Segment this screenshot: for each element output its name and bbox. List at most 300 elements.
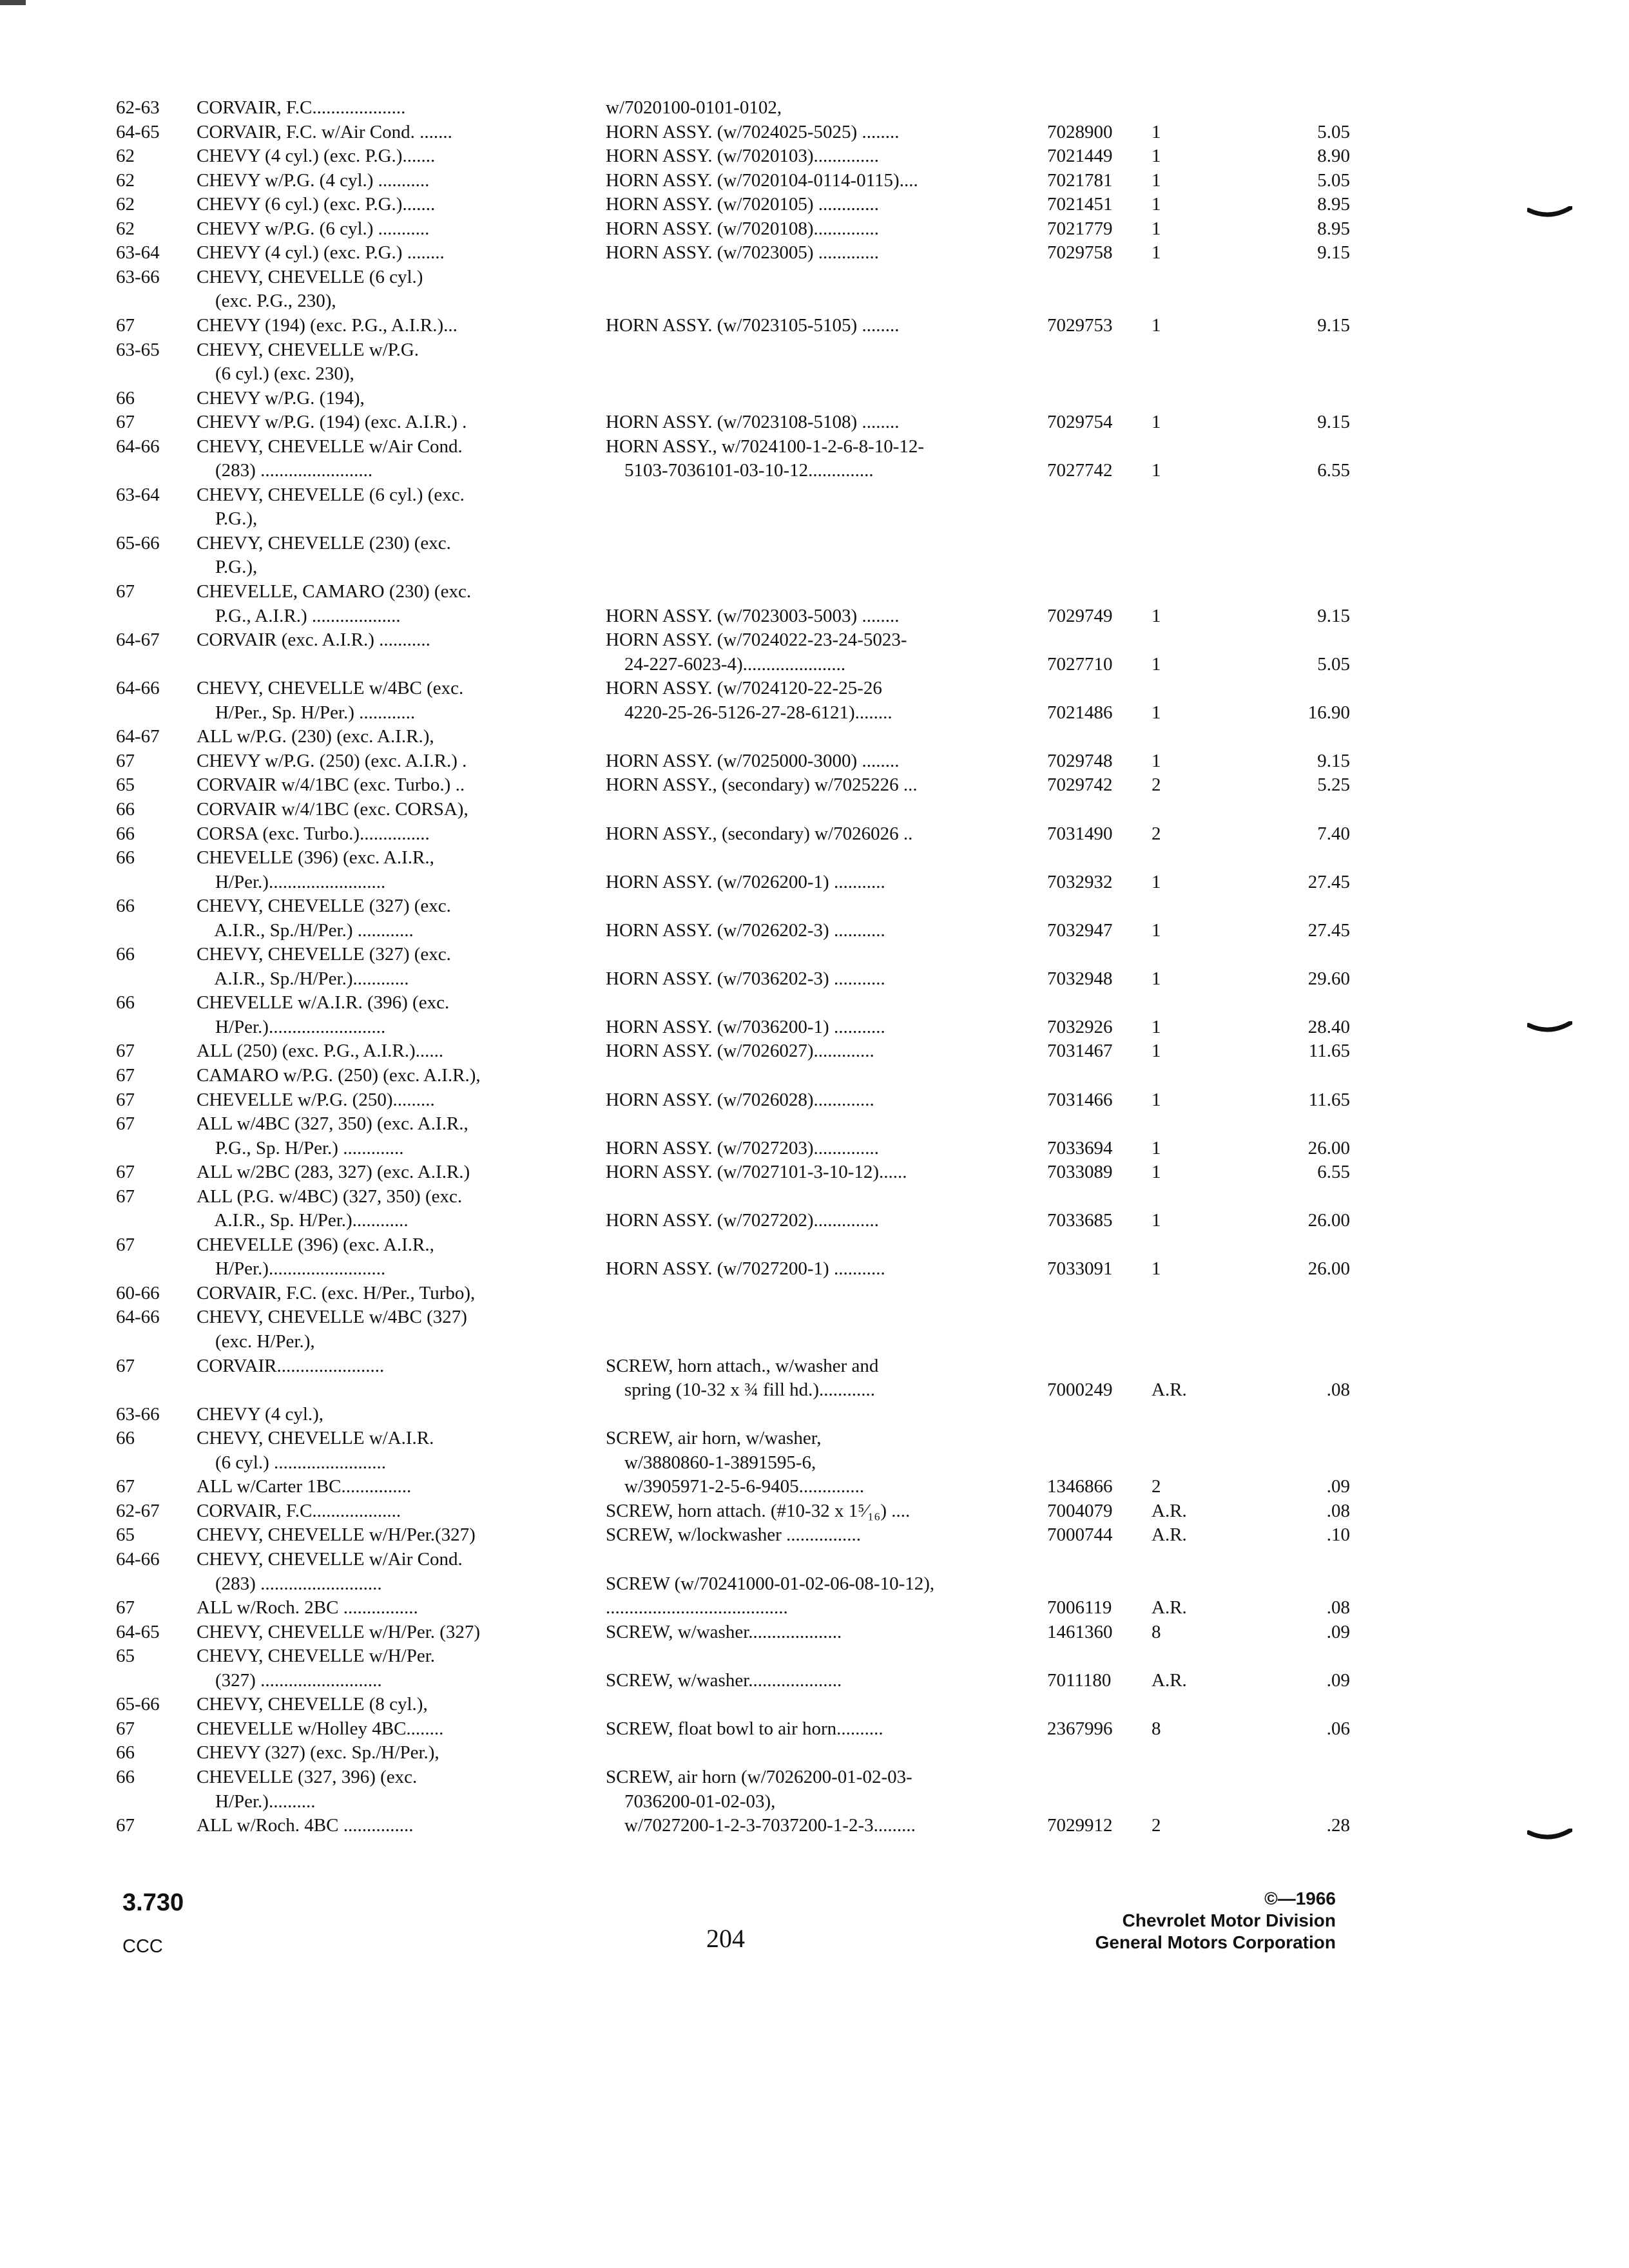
model-cell: CHEVY, CHEVELLE (8 cyl.), (197, 1694, 428, 1715)
parts-row (0, 942, 1629, 966)
model-cell: (283) .......................... (197, 1573, 382, 1594)
part-number-cell: 7000744 (1047, 1524, 1113, 1545)
quantity-cell: 1 (1152, 606, 1161, 626)
model-cell: P.G.), (197, 508, 258, 529)
price-cell: 11.65 (1308, 1090, 1350, 1110)
part-number-cell: 7006119 (1047, 1597, 1112, 1618)
parts-row (0, 144, 1629, 168)
model-cell: CORVAIR, F.C. w/Air Cond. ....... (197, 122, 452, 142)
year-cell: 63-64 (116, 485, 160, 505)
year-cell: 62 (116, 146, 135, 166)
year-cell: 65 (116, 1646, 135, 1666)
year-cell: 65 (116, 1524, 135, 1545)
model-cell: ALL w/4BC (327, 350) (exc. A.I.R., (197, 1113, 468, 1134)
quantity-cell: 1 (1152, 242, 1161, 263)
model-cell: ALL w/Roch. 2BC ................ (197, 1597, 418, 1618)
parts-row (0, 1111, 1629, 1136)
part-number-cell: 7021449 (1047, 146, 1113, 166)
part-number-cell: 7029748 (1047, 751, 1113, 771)
quantity-cell: 1 (1152, 315, 1161, 336)
model-cell: CHEVY w/P.G. (250) (exc. A.I.R.) . (197, 751, 467, 771)
year-cell: 66 (116, 823, 135, 844)
description-cell: w/7020100-0101-0102, (606, 97, 782, 118)
year-cell: 67 (116, 1041, 135, 1061)
margin-tick-mark (1527, 206, 1572, 219)
description-cell: HORN ASSY. (w/7025000-3000) ........ (606, 751, 900, 771)
parts-row (0, 1039, 1629, 1063)
copyright-block (1095, 1888, 1336, 1954)
parts-row (0, 313, 1629, 338)
description-cell: HORN ASSY. (w/7024025-5025) ........ (606, 122, 900, 142)
year-cell: 66 (116, 388, 135, 408)
price-cell: 6.55 (1317, 460, 1350, 481)
quantity-cell: 2 (1152, 774, 1161, 795)
quantity-cell: 1 (1152, 1041, 1161, 1061)
parts-row (0, 531, 1629, 555)
model-cell: CORVAIR w/4/1BC (exc. Turbo.) .. (197, 774, 465, 795)
description-cell: HORN ASSY. (w/7023003-5003) ........ (606, 606, 900, 626)
price-cell: 29.60 (1307, 968, 1350, 989)
model-cell: CHEVY (4 cyl.) (exc. P.G.) ........ (197, 242, 445, 263)
model-cell: A.I.R., Sp./H/Per.)............ (197, 968, 409, 989)
parts-row (0, 95, 1629, 120)
model-cell: CHEVY, CHEVELLE (6 cyl.) (exc. (197, 485, 465, 505)
parts-row (0, 1595, 1629, 1620)
parts-row (0, 1620, 1629, 1644)
corporation-name: General Motors Corporation (1095, 1932, 1336, 1952)
quantity-cell: 1 (1152, 194, 1161, 215)
model-cell: CHEVELLE (327, 396) (exc. (197, 1767, 418, 1787)
model-cell: ALL w/Carter 1BC............... (197, 1476, 412, 1497)
description-cell: HORN ASSY., w/7024100-1-2-6-8-10-12- (606, 436, 925, 457)
description-cell: HORN ASSY. (w/7023005) ............. (606, 242, 880, 263)
quantity-cell: A.R. (1152, 1524, 1187, 1545)
model-cell: CHEVY, CHEVELLE w/H/Per.(327) (197, 1524, 476, 1545)
part-number-cell: 7029742 (1047, 774, 1113, 795)
part-number-cell: 7029758 (1047, 242, 1113, 263)
quantity-cell: 1 (1152, 218, 1161, 239)
quantity-cell: 1 (1152, 968, 1161, 989)
year-cell: 63-64 (116, 242, 160, 263)
year-cell: 63-66 (116, 1404, 160, 1425)
description-cell: HORN ASSY. (w/7026028)............. (606, 1090, 874, 1110)
model-cell: CHEVY (6 cyl.) (exc. P.G.)....... (197, 194, 436, 215)
year-cell: 66 (116, 944, 135, 965)
model-cell: CHEVELLE (396) (exc. A.I.R., (197, 1235, 434, 1255)
quantity-cell: 2 (1152, 823, 1161, 844)
model-cell: ALL w/2BC (283, 327) (exc. A.I.R.) (197, 1162, 470, 1182)
model-cell: H/Per.)......................... (197, 872, 386, 892)
model-cell: CHEVY, CHEVELLE w/H/Per. (197, 1646, 436, 1666)
parts-row (0, 1354, 1629, 1378)
description-cell: HORN ASSY. (w/7036202-3) ........... (606, 968, 885, 989)
year-cell: 62 (116, 194, 135, 215)
model-cell: ALL w/Roch. 4BC ............... (197, 1815, 414, 1836)
parts-row (0, 604, 1629, 628)
price-cell: 5.05 (1317, 170, 1350, 191)
price-cell: 27.45 (1307, 872, 1350, 892)
parts-row (0, 1256, 1629, 1281)
description-cell: SCREW, air horn, w/washer, (606, 1428, 822, 1448)
part-number-cell: 7021486 (1047, 702, 1113, 723)
price-cell: .28 (1326, 1815, 1350, 1836)
model-cell: H/Per.)......................... (197, 1258, 386, 1279)
part-number-cell: 7031467 (1047, 1041, 1113, 1061)
quantity-cell: 1 (1152, 122, 1161, 142)
part-number-cell: 1346866 (1047, 1476, 1113, 1497)
parts-row (0, 579, 1629, 604)
model-cell: CHEVELLE, CAMARO (230) (exc. (197, 581, 472, 602)
parts-row (0, 410, 1629, 434)
model-cell: (6 cyl.) ........................ (197, 1452, 386, 1473)
model-cell: CORVAIR w/4/1BC (exc. CORSA), (197, 799, 468, 820)
model-cell: CHEVY w/P.G. (4 cyl.) ........... (197, 170, 430, 191)
year-cell: 66 (116, 799, 135, 820)
price-cell: .06 (1326, 1718, 1350, 1739)
model-cell: CORVAIR, F.C.................... (197, 97, 406, 118)
part-number-cell: 7032947 (1047, 920, 1113, 941)
description-cell: HORN ASSY. (w/7027202).............. (606, 1210, 880, 1231)
quantity-cell: 1 (1152, 170, 1161, 191)
year-cell: 64-66 (116, 1307, 160, 1327)
year-cell: 65 (116, 774, 135, 795)
model-cell: CHEVY (327) (exc. Sp./H/Per.), (197, 1742, 439, 1763)
model-cell: CHEVY, CHEVELLE w/H/Per. (327) (197, 1622, 481, 1642)
parts-row (0, 1088, 1629, 1112)
model-cell: (exc. P.G., 230), (197, 291, 336, 311)
year-cell: 64-66 (116, 1549, 160, 1570)
model-cell: CORVAIR, F.C................... (197, 1501, 401, 1521)
part-number-cell: 2367996 (1047, 1718, 1113, 1739)
quantity-cell: 1 (1152, 1138, 1161, 1158)
description-cell: HORN ASSY. (w/7024120-22-25-26 (606, 678, 882, 698)
price-cell: 8.95 (1317, 194, 1350, 215)
year-cell: 66 (116, 1742, 135, 1763)
description-cell: SCREW, horn attach. (#10-32 x 1⁵⁄₁₆) .... (606, 1501, 911, 1521)
model-cell: CHEVY (194) (exc. P.G., A.I.R.)... (197, 315, 458, 336)
model-cell: CHEVELLE w/A.I.R. (396) (exc. (197, 992, 450, 1013)
price-cell: .09 (1326, 1670, 1350, 1691)
model-cell: P.G., A.I.R.) ................... (197, 606, 401, 626)
description-cell: w/3905971-2-5-6-9405.............. (606, 1476, 865, 1497)
year-cell: 67 (116, 1065, 135, 1086)
quantity-cell: 1 (1152, 1162, 1161, 1182)
model-cell: (327) .......................... (197, 1670, 382, 1691)
year-cell: 67 (116, 1718, 135, 1739)
parts-row (0, 1233, 1629, 1257)
model-cell: CORVAIR (exc. A.I.R.) ........... (197, 629, 430, 650)
part-number-cell: 7032932 (1047, 872, 1113, 892)
year-cell: 67 (116, 1815, 135, 1836)
year-cell: 67 (116, 1597, 135, 1618)
parts-row (0, 1329, 1629, 1354)
description-cell: HORN ASSY., (secondary) w/7026026 .. (606, 823, 913, 844)
scan-speck (0, 0, 26, 5)
parts-row (0, 434, 1629, 459)
quantity-cell: 1 (1152, 1090, 1161, 1110)
quantity-cell: 1 (1152, 1258, 1161, 1279)
parts-row (0, 1402, 1629, 1427)
part-number-cell: 7032926 (1047, 1017, 1113, 1037)
description-cell: HORN ASSY. (w/7020108).............. (606, 218, 880, 239)
year-cell: 66 (116, 1767, 135, 1787)
quantity-cell: 2 (1152, 1815, 1161, 1836)
description-cell: HORN ASSY., (secondary) w/7025226 ... (606, 774, 918, 795)
parts-row (0, 749, 1629, 773)
model-cell: ALL w/P.G. (230) (exc. A.I.R.), (197, 726, 434, 747)
quantity-cell: A.R. (1152, 1597, 1187, 1618)
model-cell: CHEVY w/P.G. (6 cyl.) ........... (197, 218, 430, 239)
description-cell: w/3880860-1-3891595-6, (606, 1452, 816, 1473)
year-cell: 62 (116, 218, 135, 239)
year-cell: 63-65 (116, 340, 160, 360)
parts-row (0, 870, 1629, 894)
parts-row (0, 1523, 1629, 1547)
parts-row (0, 1547, 1629, 1571)
model-cell: CHEVY, CHEVELLE w/Air Cond. (197, 436, 463, 457)
parts-row (0, 120, 1629, 144)
price-cell: .08 (1326, 1379, 1350, 1400)
parts-row (0, 700, 1629, 725)
parts-row (0, 724, 1629, 749)
model-cell: H/Per.).......... (197, 1791, 316, 1812)
part-number-cell: 7029912 (1047, 1815, 1113, 1836)
description-cell: HORN ASSY. (w/7020104-0114-0115).... (606, 170, 918, 191)
model-cell: CHEVY, CHEVELLE w/Air Cond. (197, 1549, 463, 1570)
document-code: CCC (122, 1936, 163, 1957)
model-cell: CHEVELLE (396) (exc. A.I.R., (197, 847, 434, 868)
quantity-cell: 1 (1152, 751, 1161, 771)
model-cell: CHEVY (4 cyl.), (197, 1404, 324, 1425)
parts-row (0, 1499, 1629, 1523)
parts-row (0, 773, 1629, 797)
year-cell: 64-66 (116, 678, 160, 698)
parts-row (0, 1716, 1629, 1741)
model-cell: A.I.R., Sp./H/Per.) ............ (197, 920, 414, 941)
year-cell: 64-65 (116, 122, 160, 142)
model-cell: H/Per.)......................... (197, 1017, 386, 1037)
part-number-cell: 7021451 (1047, 194, 1113, 215)
parts-row (0, 1765, 1629, 1789)
year-cell: 66 (116, 896, 135, 916)
description-cell: 5103-7036101-03-10-12.............. (606, 460, 874, 481)
parts-row (0, 1378, 1629, 1402)
parts-row (0, 1136, 1629, 1160)
model-cell: H/Per., Sp. H/Per.) ............ (197, 702, 416, 723)
price-cell: 11.65 (1308, 1041, 1350, 1061)
part-number-cell: 7031490 (1047, 823, 1113, 844)
parts-row (0, 1426, 1629, 1450)
description-cell: ....................................... (606, 1597, 788, 1618)
model-cell: CHEVY, CHEVELLE w/A.I.R. (197, 1428, 434, 1448)
part-number-cell: 7033694 (1047, 1138, 1113, 1158)
price-cell: .09 (1326, 1476, 1350, 1497)
margin-tick-mark (1527, 1829, 1572, 1841)
description-cell: SCREW, float bowl to air horn.......... (606, 1718, 883, 1739)
parts-row (0, 918, 1629, 943)
price-cell: 9.15 (1317, 315, 1350, 336)
part-number-cell: 7029749 (1047, 606, 1113, 626)
price-cell: .10 (1326, 1524, 1350, 1545)
price-cell: 9.15 (1317, 606, 1350, 626)
quantity-cell: 1 (1152, 1017, 1161, 1037)
part-number-cell: 7021781 (1047, 170, 1113, 191)
parts-row (0, 338, 1629, 362)
price-cell: .08 (1326, 1501, 1350, 1521)
model-cell: CHEVY w/P.G. (194) (exc. A.I.R.) . (197, 412, 467, 432)
year-cell: 65-66 (116, 1694, 160, 1715)
description-cell: HORN ASSY. (w/7027203).............. (606, 1138, 880, 1158)
parts-row (0, 1160, 1629, 1184)
model-cell: CHEVELLE w/Holley 4BC........ (197, 1718, 444, 1739)
parts-row (0, 1281, 1629, 1305)
parts-row (0, 458, 1629, 483)
parts-row (0, 894, 1629, 918)
parts-row (0, 1813, 1629, 1838)
part-number-cell: 7033089 (1047, 1162, 1113, 1182)
description-cell: w/7027200-1-2-3-7037200-1-2-3......... (606, 1815, 916, 1836)
description-cell: SCREW, air horn (w/7026200-01-02-03- (606, 1767, 912, 1787)
parts-row (0, 1571, 1629, 1596)
part-number-cell: 7028900 (1047, 122, 1113, 142)
parts-row (0, 845, 1629, 870)
part-number-cell: 7027710 (1047, 654, 1113, 675)
model-cell: CAMARO w/P.G. (250) (exc. A.I.R.), (197, 1065, 481, 1086)
description-cell: HORN ASSY. (w/7027101-3-10-12)...... (606, 1162, 907, 1182)
quantity-cell: 2 (1152, 1476, 1161, 1497)
description-cell: HORN ASSY. (w/7023108-5108) ........ (606, 412, 900, 432)
price-cell: 9.15 (1317, 242, 1350, 263)
year-cell: 62-63 (116, 97, 160, 118)
parts-row (0, 990, 1629, 1015)
description-cell: HORN ASSY. (w/7024022-23-24-5023- (606, 629, 907, 650)
description-cell: SCREW (w/70241000-01-02-06-08-10-12), (606, 1573, 935, 1594)
description-cell: SCREW, w/washer.................... (606, 1622, 842, 1642)
parts-row (0, 216, 1629, 241)
part-number-cell: 7029754 (1047, 412, 1113, 432)
parts-row (0, 168, 1629, 193)
description-cell: HORN ASSY. (w/7023105-5105) ........ (606, 315, 900, 336)
year-cell: 67 (116, 1476, 135, 1497)
year-cell: 64-66 (116, 436, 160, 457)
copyright-year: ©—1966 (1264, 1888, 1336, 1908)
parts-row (0, 361, 1629, 386)
quantity-cell: 8 (1152, 1718, 1161, 1739)
year-cell: 67 (116, 581, 135, 602)
price-cell: 5.05 (1317, 654, 1350, 675)
quantity-cell: 1 (1152, 920, 1161, 941)
parts-row (0, 386, 1629, 410)
year-cell: 65-66 (116, 533, 160, 553)
price-cell: 8.90 (1317, 146, 1350, 166)
parts-row (0, 240, 1629, 265)
year-cell: 66 (116, 847, 135, 868)
quantity-cell: A.R. (1152, 1501, 1187, 1521)
description-cell: HORN ASSY. (w/7036200-1) ........... (606, 1017, 885, 1037)
parts-row (0, 1305, 1629, 1329)
parts-row (0, 1692, 1629, 1716)
year-cell: 67 (116, 315, 135, 336)
model-cell: (6 cyl.) (exc. 230), (197, 363, 354, 384)
parts-row (0, 1668, 1629, 1693)
model-cell: CHEVY, CHEVELLE (230) (exc. (197, 533, 451, 553)
section-number: 3.730 (122, 1889, 184, 1916)
part-number-cell: 7029753 (1047, 315, 1113, 336)
parts-row (0, 483, 1629, 507)
parts-row (0, 628, 1629, 652)
price-cell: 8.95 (1317, 218, 1350, 239)
price-cell: 7.40 (1317, 823, 1350, 844)
parts-row (0, 652, 1629, 677)
part-number-cell: 7004079 (1047, 1501, 1113, 1521)
price-cell: 9.15 (1317, 751, 1350, 771)
price-cell: 26.00 (1307, 1138, 1350, 1158)
year-cell: 67 (116, 1162, 135, 1182)
quantity-cell: A.R. (1152, 1670, 1187, 1691)
price-cell: .09 (1326, 1622, 1350, 1642)
description-cell: SCREW, horn attach., w/washer and (606, 1356, 879, 1376)
year-cell: 67 (116, 751, 135, 771)
model-cell: (exc. H/Per.), (197, 1331, 315, 1352)
parts-row (0, 1208, 1629, 1233)
page-number: 204 (706, 1924, 745, 1953)
quantity-cell: 1 (1152, 872, 1161, 892)
quantity-cell: 1 (1152, 460, 1161, 481)
quantity-cell: 8 (1152, 1622, 1161, 1642)
description-cell: HORN ASSY. (w/7026202-3) ........... (606, 920, 885, 941)
parts-row (0, 555, 1629, 579)
parts-row (0, 1474, 1629, 1499)
price-cell: 27.45 (1307, 920, 1350, 941)
price-cell: 6.55 (1317, 1162, 1350, 1182)
description-cell: HORN ASSY. (w/7020105) ............. (606, 194, 880, 215)
year-cell: 67 (116, 1113, 135, 1134)
parts-row (0, 265, 1629, 289)
year-cell: 67 (116, 412, 135, 432)
description-cell: HORN ASSY. (w/7026027)............. (606, 1041, 874, 1061)
price-cell: 26.00 (1307, 1210, 1350, 1231)
model-cell: CHEVELLE w/P.G. (250)......... (197, 1090, 435, 1110)
part-number-cell: 7031466 (1047, 1090, 1113, 1110)
quantity-cell: 1 (1152, 654, 1161, 675)
division-name: Chevrolet Motor Division (1122, 1910, 1336, 1930)
part-number-cell: 7033091 (1047, 1258, 1113, 1279)
description-cell: HORN ASSY. (w/7026200-1) ........... (606, 872, 885, 892)
year-cell: 67 (116, 1090, 135, 1110)
model-cell: CHEVY, CHEVELLE w/P.G. (197, 340, 419, 360)
year-cell: 67 (116, 1356, 135, 1376)
parts-row (0, 1644, 1629, 1668)
parts-row (0, 1740, 1629, 1765)
parts-row (0, 506, 1629, 531)
model-cell: CHEVY, CHEVELLE (327) (exc. (197, 896, 451, 916)
parts-row (0, 1789, 1629, 1814)
parts-row (0, 192, 1629, 216)
parts-row (0, 966, 1629, 991)
part-number-cell: 7033685 (1047, 1210, 1113, 1231)
year-cell: 64-67 (116, 629, 160, 650)
parts-row (0, 1184, 1629, 1209)
parts-row (0, 797, 1629, 822)
model-cell: A.I.R., Sp. H/Per.)............ (197, 1210, 409, 1231)
year-cell: 63-66 (116, 267, 160, 287)
model-cell: ALL (250) (exc. P.G., A.I.R.)...... (197, 1041, 444, 1061)
parts-row (0, 1450, 1629, 1475)
year-cell: 64-67 (116, 726, 160, 747)
parts-row (0, 1063, 1629, 1088)
description-cell: spring (10-32 x ¾ fill hd.)............ (606, 1379, 876, 1400)
model-cell: CHEVY, CHEVELLE w/4BC (exc. (197, 678, 464, 698)
